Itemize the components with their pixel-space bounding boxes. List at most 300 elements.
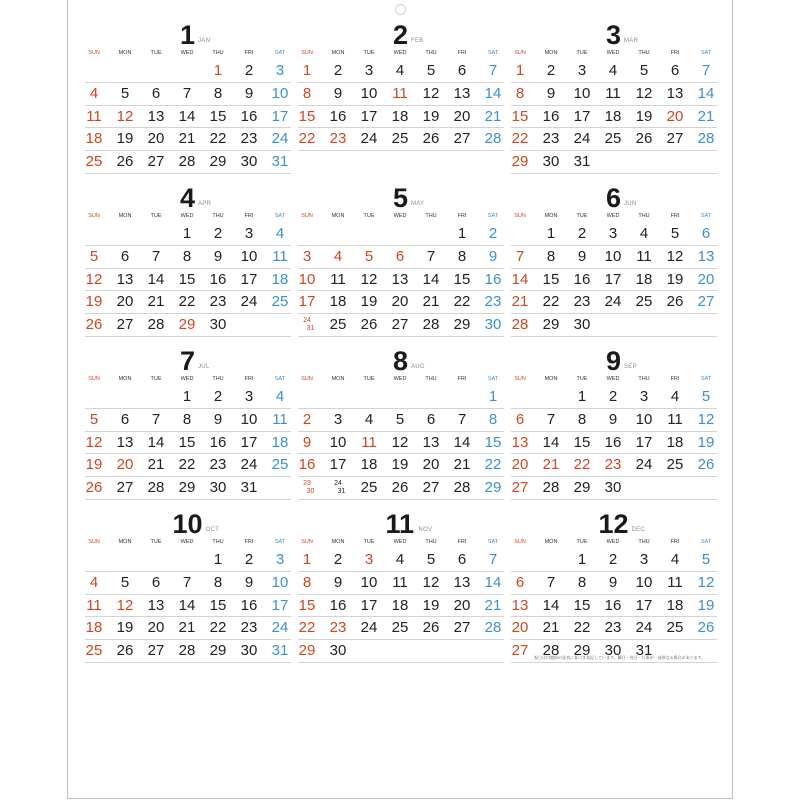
day-cell: 26 [360, 316, 378, 334]
week-row [85, 432, 291, 455]
month-abbreviation: APR [198, 201, 212, 207]
day-cell: 2 [333, 551, 343, 568]
day-cell: 4 [608, 62, 618, 79]
weekday-label: WED [393, 50, 407, 56]
week-row [298, 269, 504, 292]
day-cell: 18 [329, 293, 347, 311]
day-cell: 27 [453, 619, 471, 637]
day-cell: 26 [391, 479, 409, 497]
day-cell: 6 [670, 62, 680, 79]
day-cell: 7 [488, 62, 498, 79]
day-cell: 23 [329, 619, 347, 637]
day-cell: 17 [329, 456, 347, 474]
week-row [511, 477, 717, 500]
day-cell: 5 [120, 573, 130, 591]
day-cell: 14 [484, 84, 502, 102]
day-cell: 28 [178, 642, 196, 660]
day-cell: 25 [271, 293, 289, 311]
day-number: 31 [337, 488, 346, 496]
day-cell: 6 [457, 551, 467, 568]
month-number: 6 [606, 183, 622, 213]
day-cell: 27 [147, 153, 165, 171]
weekday-label: SUN [514, 376, 526, 382]
day-cell: 4 [670, 551, 680, 568]
day-cell: 23 [329, 130, 347, 148]
day-cell: 20 [511, 456, 529, 474]
day-cell: 10 [604, 247, 622, 265]
day-cell: 24 [360, 130, 378, 148]
weekday-label: TUE [150, 213, 162, 219]
day-cell: 21 [147, 293, 165, 311]
day-cell: 20 [116, 293, 134, 311]
week-row [298, 432, 504, 455]
day-cell: 16 [240, 596, 258, 614]
month-block [511, 185, 717, 337]
day-cell: 27 [147, 642, 165, 660]
day-cell: 21 [147, 456, 165, 474]
day-cell: 26 [697, 619, 715, 637]
day-cell: 17 [635, 596, 653, 614]
weekday-label: MON [118, 50, 132, 56]
day-cell: 17 [635, 433, 653, 451]
month-header [298, 511, 504, 537]
day-cell: 7 [182, 573, 192, 591]
weekday-header [511, 537, 717, 549]
day-cell: 26 [666, 293, 684, 311]
day-cell: 27 [666, 130, 684, 148]
weekday-label: FRI [670, 539, 680, 545]
day-cell: 10 [271, 573, 289, 591]
day-cell: 9 [333, 84, 343, 102]
weekday-label: THU [425, 213, 437, 219]
day-cell: 16 [329, 107, 347, 125]
day-cell: 28 [453, 479, 471, 497]
day-cell: 9 [213, 247, 223, 265]
day-cell: 21 [178, 130, 196, 148]
week-row [85, 640, 291, 663]
day-cell: 14 [178, 107, 196, 125]
day-cell: 24 [635, 456, 653, 474]
weekday-header [85, 48, 291, 60]
weekday-label: SUN [301, 50, 313, 56]
day-cell: 15 [209, 596, 227, 614]
weekday-label: WED [606, 539, 620, 545]
day-cell: 13 [697, 247, 715, 265]
day-cell: 22 [573, 619, 591, 637]
weekday-label: FRI [457, 539, 467, 545]
month-header [298, 22, 504, 48]
day-cell: 26 [116, 153, 134, 171]
month-header [298, 348, 504, 374]
month-block [85, 22, 291, 174]
month-block [298, 22, 504, 151]
day-cell: 2 [608, 551, 618, 568]
day-cell: 24 [271, 619, 289, 637]
day-cell: 12 [422, 84, 440, 102]
week-row [298, 572, 504, 595]
weekday-label: FRI [244, 213, 254, 219]
day-cell: 30 [240, 642, 258, 660]
day-cell: 15 [542, 270, 560, 288]
weekday-label: MON [331, 376, 345, 382]
week-row [85, 151, 291, 174]
day-cell: 10 [240, 410, 258, 428]
day-cell: 8 [488, 410, 498, 428]
weekday-label: THU [638, 539, 650, 545]
week-row [85, 549, 291, 572]
day-cell: 11 [272, 247, 288, 265]
day-cell: 16 [329, 596, 347, 614]
day-cell: 14 [178, 596, 196, 614]
day-cell: 28 [542, 642, 560, 660]
week-row [85, 409, 291, 432]
day-cell: 11 [361, 433, 377, 451]
weekday-label: FRI [670, 50, 680, 56]
day-cell: 29 [209, 153, 227, 171]
day-cell: 19 [116, 619, 134, 637]
day-cell: 12 [116, 107, 134, 125]
day-cell: 24 [573, 130, 591, 148]
weekday-header [511, 374, 717, 386]
day-cell: 7 [515, 247, 525, 265]
day-cell: 12 [422, 573, 440, 591]
day-cell: 19 [422, 107, 440, 125]
weekday-label: WED [606, 50, 620, 56]
day-cell: 30 [604, 642, 622, 660]
day-number: 24 [303, 317, 311, 325]
month-header [511, 185, 717, 211]
day-cell: 25 [271, 456, 289, 474]
day-cell: 8 [577, 410, 587, 428]
day-cell: 22 [573, 456, 591, 474]
weekday-label: FRI [457, 50, 467, 56]
day-cell: 12 [116, 596, 134, 614]
month-number: 9 [606, 346, 622, 376]
month-abbreviation: DEC [631, 527, 646, 533]
month-abbreviation: OCT [205, 527, 220, 533]
day-cell: 5 [670, 225, 680, 242]
day-cell: 24 [240, 456, 258, 474]
day-cell: 26 [635, 130, 653, 148]
day-cell: 13 [116, 433, 134, 451]
day-cell: 19 [635, 107, 653, 125]
day-cell: 7 [701, 62, 711, 79]
month-abbreviation: JUL [198, 364, 210, 370]
day-cell: 6 [515, 410, 525, 428]
day-cell: 26 [422, 130, 440, 148]
day-cell: 22 [298, 619, 316, 637]
weekday-label: THU [425, 50, 437, 56]
weekday-label: TUE [576, 376, 588, 382]
day-cell: 4 [89, 573, 99, 591]
day-cell: 2 [244, 62, 254, 79]
week-row [298, 477, 504, 500]
day-cell: 25 [329, 316, 347, 334]
weekday-label: FRI [670, 213, 680, 219]
day-cell: 9 [333, 573, 343, 591]
day-cell: 29 [573, 479, 591, 497]
day-cell: 1 [577, 388, 587, 405]
week-row [511, 223, 717, 246]
day-cell: 23 [240, 619, 258, 637]
day-cell: 20 [666, 107, 684, 125]
week-rows [511, 223, 717, 337]
day-cell: 14 [484, 573, 502, 591]
day-cell: 24 [635, 619, 653, 637]
day-cell: 22 [484, 456, 502, 474]
day-cell: 19 [360, 293, 378, 311]
day-cell: 26 [697, 456, 715, 474]
week-row [298, 549, 504, 572]
day-cell: 5 [701, 388, 711, 405]
day-cell: 10 [298, 270, 316, 288]
day-cell: 27 [116, 479, 134, 497]
day-cell: 2 [213, 388, 223, 405]
day-cell: 7 [151, 410, 161, 428]
day-cell: 23 [209, 293, 227, 311]
day-cell: 11 [330, 270, 346, 288]
week-row [85, 572, 291, 595]
day-cell: 8 [302, 84, 312, 102]
weekday-label: THU [212, 50, 224, 56]
week-row [298, 60, 504, 83]
weekday-label: SAT [487, 50, 499, 56]
day-cell: 5 [89, 247, 99, 265]
day-cell: 9 [608, 573, 618, 591]
day-cell: 27 [116, 316, 134, 334]
weekday-label: FRI [670, 376, 680, 382]
weekday-label: TUE [150, 50, 162, 56]
month-block [511, 511, 717, 663]
day-cell: 4 [639, 225, 649, 242]
day-cell: 16 [484, 270, 502, 288]
weekday-label: FRI [244, 539, 254, 545]
month-header [298, 185, 504, 211]
weekday-label: FRI [457, 213, 467, 219]
month-abbreviation: JAN [198, 38, 211, 44]
day-cell [326, 480, 350, 496]
weekday-label: MON [544, 376, 558, 382]
day-cell: 18 [391, 107, 409, 125]
day-cell: 4 [333, 247, 343, 265]
month-number: 8 [393, 346, 409, 376]
day-cell: 12 [85, 270, 103, 288]
day-cell: 9 [244, 573, 254, 591]
day-cell: 22 [178, 293, 196, 311]
day-cell: 7 [426, 247, 436, 265]
day-cell: 10 [271, 84, 289, 102]
day-cell: 13 [511, 596, 529, 614]
day-cell: 29 [511, 153, 529, 171]
day-cell: 3 [639, 551, 649, 568]
day-cell: 3 [364, 551, 374, 568]
weekday-header [298, 537, 504, 549]
day-cell: 28 [542, 479, 560, 497]
day-cell: 17 [240, 270, 258, 288]
day-cell: 21 [178, 619, 196, 637]
day-cell: 30 [573, 316, 591, 334]
weekday-header [511, 48, 717, 60]
day-cell: 12 [635, 84, 653, 102]
day-cell: 30 [209, 479, 227, 497]
day-cell: 11 [667, 573, 683, 591]
day-cell: 22 [298, 130, 316, 148]
weekday-label: SAT [487, 376, 499, 382]
weekday-label: SUN [301, 539, 313, 545]
weekday-label: WED [606, 376, 620, 382]
day-cell: 16 [209, 433, 227, 451]
day-cell: 2 [213, 225, 223, 242]
day-cell: 11 [392, 84, 408, 102]
week-row [298, 314, 504, 337]
day-cell: 19 [697, 433, 715, 451]
day-cell: 10 [360, 84, 378, 102]
week-rows [85, 60, 291, 174]
day-cell: 15 [453, 270, 471, 288]
month-number: 3 [606, 20, 622, 50]
day-cell: 23 [542, 130, 560, 148]
day-cell: 28 [147, 479, 165, 497]
week-row [298, 617, 504, 640]
weekday-label: SAT [487, 213, 499, 219]
month-number: 4 [180, 183, 196, 213]
day-cell: 6 [701, 225, 711, 242]
month-number: 11 [385, 509, 415, 539]
day-cell: 13 [453, 573, 471, 591]
day-cell: 16 [604, 596, 622, 614]
week-rows [511, 386, 717, 500]
day-cell: 19 [422, 596, 440, 614]
weekday-label: WED [393, 376, 407, 382]
weekday-label: SAT [700, 50, 712, 56]
day-cell: 13 [391, 270, 409, 288]
day-cell: 31 [635, 642, 653, 660]
day-cell: 18 [271, 270, 289, 288]
day-cell: 23 [573, 293, 591, 311]
day-cell: 26 [422, 619, 440, 637]
day-cell: 21 [542, 456, 560, 474]
day-cell: 20 [147, 619, 165, 637]
day-cell: 3 [302, 247, 312, 265]
day-cell: 23 [604, 456, 622, 474]
weekday-label: WED [393, 213, 407, 219]
day-cell: 30 [604, 479, 622, 497]
weekday-header [85, 211, 291, 223]
week-rows [511, 549, 717, 663]
day-cell: 23 [209, 456, 227, 474]
month-header [85, 511, 291, 537]
day-cell: 14 [542, 433, 560, 451]
day-cell: 12 [360, 270, 378, 288]
day-cell: 25 [85, 642, 103, 660]
day-cell: 9 [546, 84, 556, 102]
day-cell: 8 [515, 84, 525, 102]
day-cell: 5 [89, 410, 99, 428]
weekday-label: MON [118, 539, 132, 545]
day-cell: 2 [608, 388, 618, 405]
day-cell: 14 [453, 433, 471, 451]
day-cell: 15 [178, 270, 196, 288]
day-cell: 14 [511, 270, 529, 288]
day-cell: 11 [86, 107, 102, 125]
week-row [511, 291, 717, 314]
month-number: 12 [598, 509, 629, 539]
weekday-label: THU [425, 539, 437, 545]
month-header [511, 511, 717, 537]
month-block [511, 22, 717, 174]
week-row [511, 572, 717, 595]
weekday-label: THU [212, 213, 224, 219]
weekday-label: MON [331, 50, 345, 56]
day-cell: 16 [573, 270, 591, 288]
weekday-label: SAT [700, 376, 712, 382]
day-cell: 16 [542, 107, 560, 125]
week-row [511, 549, 717, 572]
day-cell: 20 [697, 270, 715, 288]
day-cell: 2 [577, 225, 587, 242]
day-cell: 8 [182, 410, 192, 428]
week-row [298, 246, 504, 269]
day-cell: 22 [511, 130, 529, 148]
month-number: 7 [180, 346, 196, 376]
day-cell: 7 [182, 84, 192, 102]
day-cell: 12 [697, 410, 715, 428]
day-cell: 19 [85, 456, 103, 474]
week-row [85, 83, 291, 106]
day-cell: 3 [639, 388, 649, 405]
day-cell: 10 [635, 410, 653, 428]
day-cell: 6 [120, 247, 130, 265]
week-row [298, 223, 504, 246]
day-cell: 18 [271, 433, 289, 451]
day-cell: 21 [422, 293, 440, 311]
day-cell: 1 [488, 388, 498, 405]
day-cell: 4 [670, 388, 680, 405]
day-cell: 23 [240, 130, 258, 148]
month-header [85, 348, 291, 374]
day-cell: 5 [426, 551, 436, 568]
day-cell: 7 [488, 551, 498, 568]
day-cell: 4 [364, 410, 374, 428]
day-cell: 10 [240, 247, 258, 265]
day-cell: 8 [457, 247, 467, 265]
day-cell: 30 [240, 153, 258, 171]
day-cell: 28 [484, 619, 502, 637]
day-cell: 7 [546, 573, 556, 591]
week-row [85, 269, 291, 292]
day-cell [295, 317, 319, 333]
day-number: 30 [306, 488, 315, 496]
day-cell: 9 [608, 410, 618, 428]
weekday-label: TUE [576, 213, 588, 219]
day-cell: 6 [151, 84, 161, 102]
day-cell: 1 [302, 551, 312, 568]
day-cell: 25 [391, 619, 409, 637]
month-block [298, 185, 504, 337]
day-cell: 3 [333, 410, 343, 428]
weekday-label: WED [180, 213, 194, 219]
day-cell: 28 [511, 316, 529, 334]
day-cell: 31 [271, 642, 289, 660]
day-cell: 12 [85, 433, 103, 451]
day-cell: 18 [635, 270, 653, 288]
weekday-label: SAT [274, 539, 286, 545]
weekday-header [298, 374, 504, 386]
weekday-label: SUN [301, 376, 313, 382]
weekday-label: THU [212, 539, 224, 545]
day-cell: 18 [604, 107, 622, 125]
week-row [85, 477, 291, 500]
